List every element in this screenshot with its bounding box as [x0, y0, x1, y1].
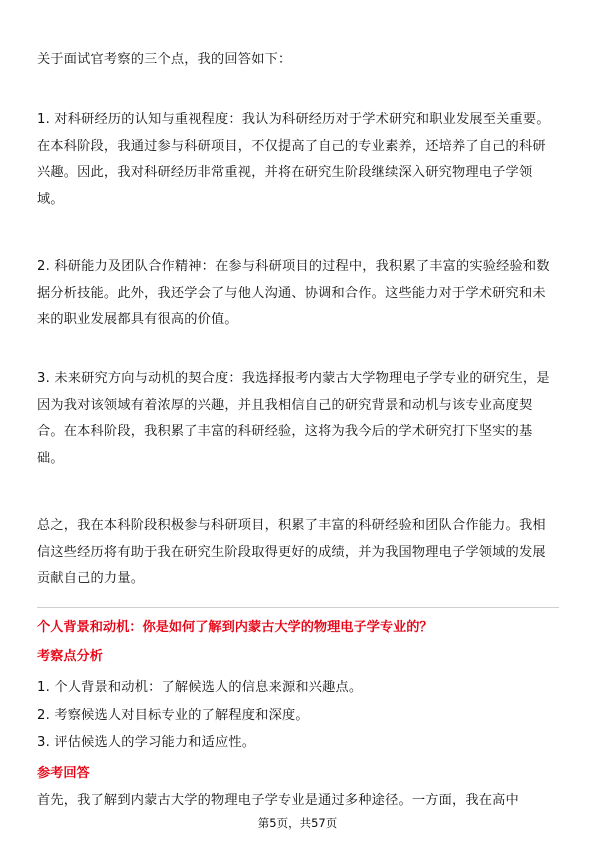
analysis-heading: 考察点分析	[37, 649, 103, 664]
intro-paragraph: 关于面试官考察的三个点，我的回答如下：	[37, 52, 292, 67]
answer-paragraph: 首先，我了解到内蒙古大学的物理电子学专业是通过多种途径。一方面，我在高中	[37, 793, 519, 808]
list-item: 2. 考察候选人对目标专业的了解程度和深度。	[37, 707, 309, 723]
page-footer: 第5页，共57页	[257, 816, 338, 830]
list-item: 3. 评估候选人的学习能力和适应性。	[37, 735, 256, 750]
point-3-paragraph: 3. 未来研究方向与动机的契合度：我选择报考内蒙古大学物理电子学专业的研究生，是因为我对该领域有着浓厚的兴趣，并且我相信自己的研究背景和动机与该专业高度契合。在本科阶段，我积累了丰富的科研经验，这将为我今后的学术研究打下坚实的基础。	[37, 371, 550, 466]
section-divider	[37, 607, 559, 608]
answer-heading: 参考回答	[37, 766, 90, 781]
summary-paragraph: 总之，我在本科阶段积极参与科研项目，积累了丰富的科研经验和团队合作能力。我相信这些经历将有助于我在研究生阶段取得更好的成绩，并为我国物理电子学领域的发展贡献自己的力量。	[37, 518, 546, 586]
list-item: 1. 个人背景和动机：了解候选人的信息来源和兴趣点。	[37, 680, 363, 695]
point-2-paragraph: 2. 科研能力及团队合作精神：在参与科研项目的过程中，我积累了丰富的实验经验和数据分析技能。此外，我还学会了与他人沟通、协调和合作。这些能力对于学术研究和未来的职业发展都具有很高的价值。	[37, 259, 550, 327]
point-1-paragraph: 1. 对科研经历的认知与重视程度：我认为科研经历对于学术研究和职业发展至关重要。在本科阶段，我通过参与科研项目，不仅提高了自己的专业素养，还培养了自己的科研兴趣。因此，我对科研经历非常重视，并将在研究生阶段继续深入研究物理电子学领域。	[37, 112, 550, 207]
question-heading: 个人背景和动机：你是如何了解到内蒙古大学的物理电子学专业的？	[37, 620, 433, 635]
analysis-list	[37, 674, 362, 757]
